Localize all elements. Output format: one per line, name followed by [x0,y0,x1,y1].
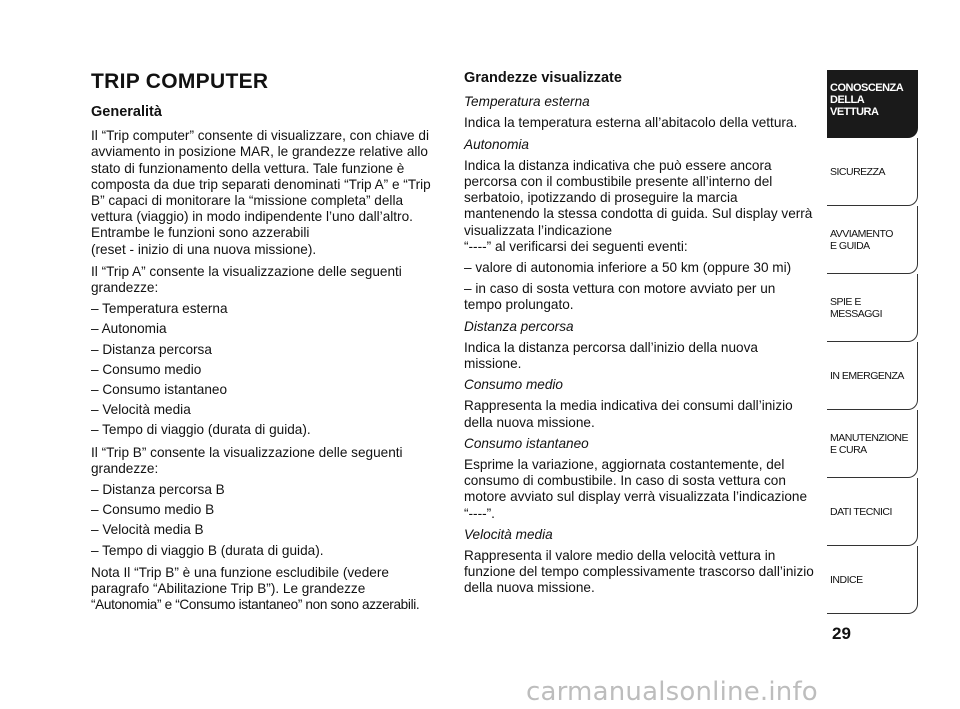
list-item: – Consumo medio [91,361,202,377]
section-subtitle: Generalità [91,104,162,120]
item-text-distanza: Indica la distanza percorsa dall’inizio della nuova missione. [464,339,758,372]
autonomia-event-1: – valore di autonomia inferiore a 50 km (oppure 30 mi) [464,260,792,276]
tab-label: SPIE E MESSAGGI [830,295,883,320]
watermark: carmanualsonline.info [526,677,818,707]
tab-indice[interactable] [827,546,918,614]
autonomia-text: Indica la distanza indicativa che può essere ancora percorsa con il combustibile presente all’interno del serbatoio, ipotizzando di proseguire la marcia mantenendo la stessa condotta di guida. Sul display verrà visualizzata l’indicazione [464,157,813,238]
list-item: – Consumo istantaneo [91,382,228,398]
tab-in-emergenza[interactable] [827,342,918,410]
item-title-distanza: Distanza percorsa [464,318,574,334]
tab-avviamento-e-guida[interactable] [827,206,918,274]
tab-label: DATI TECNICI [830,505,892,518]
note-paragraph [91,565,447,614]
tab-spie-e-messaggi[interactable] [827,274,918,342]
item-title-velocita-media: Velocità media [464,526,553,542]
trip-b-intro: Il “Trip B” consente la visualizzazione delle seguenti grandezze: [91,444,403,476]
list-item: – Tempo di viaggio (durata di guida). [91,422,311,438]
item-title-temperatura: Temperatura esterna [464,94,590,110]
note-text-end: “Autonomia” e “Consumo istantaneo” non sono azzerabili. [91,597,420,613]
tab-label: INDICE [830,573,863,586]
list-item: – Velocità media B [91,522,204,538]
tab-label: IN EMERGENZA [830,369,904,382]
trip-b-list [91,482,447,559]
tab-label: AVVIAMENTO E GUIDA [830,227,893,252]
page-title: TRIP COMPUTER [91,70,269,93]
item-title-autonomia: Autonomia [464,136,529,152]
intro-note: (reset - inizio di una nuova missione). [91,241,317,257]
list-item: – Consumo medio B [91,502,215,518]
list-item: – Temperatura esterna [91,301,228,317]
trip-a-intro: Il “Trip A” consente la visualizzazione delle seguenti grandezze: [91,263,402,296]
left-column [91,70,447,618]
list-item: – Autonomia [91,321,167,337]
autonomia-text-events: “----” al verificarsi dei seguenti eventi: [464,238,688,254]
item-text-autonomia [464,158,816,255]
item-text-consumo-istantaneo: Esprime la variazione, aggiornata costantemente, del consumo di combustibile. In caso di sosta vettura con motore avviato sul display verrà visualizzata l’indicazione “----”. [464,457,808,521]
tab-dati-tecnici[interactable] [827,478,918,546]
list-item: – Tempo di viaggio B (durata di guida). [91,542,324,558]
note-text: Nota Il “Trip B” è una funzione escludibile (vedere paragrafo “Abilitazione Trip B”). Le grandezze [91,564,389,597]
list-item: – Distanza percorsa B [91,482,225,498]
section-heading: Grandezze visualizzate [464,70,622,86]
list-item: – Velocità media [91,402,191,418]
tab-conoscenza-della-vettura[interactable] [827,70,918,138]
trip-a-list [91,301,447,438]
tab-sicurezza[interactable] [827,138,918,206]
item-text-consumo-medio: Rappresenta la media indicativa dei consumi dall’inizio della nuova missione. [464,398,793,430]
page-number: 29 [832,624,851,643]
item-title-consumo-istantaneo: Consumo istantaneo [464,435,589,451]
tab-label: SICUREZZA [830,165,886,178]
tab-label: MANUTENZIONE E CURA [830,431,908,456]
intro-paragraph [91,128,447,258]
item-text-temperatura: Indica la temperatura esterna all’abitacolo della vettura. [464,115,798,131]
list-item: – Distanza percorsa [91,341,212,357]
item-text-velocita-media: Rappresenta il valore medio della velocità vettura in funzione del tempo complessivamente trascorso dall’inizio della nuova missione. [464,548,814,596]
tab-manutenzione-e-cura[interactable] [827,410,918,478]
intro-text: Il “Trip computer” consente di visualizzare, con chiave di avviamento in posizione MAR, le grandezze relative allo stato di funzionamento della vettura. Tale funzione è composta da due trip separati denominati “Trip A” e “Trip B” capaci di monitorare la “missione completa” della vettura (viaggio) in modo indipendente l’uno dall’altro. Entrambe le funzioni sono azzerabili [91,128,431,241]
item-title-consumo-medio: Consumo medio [464,377,563,393]
autonomia-event-2: – in caso di sosta vettura con motore avviato per un tempo prolungato. [464,281,776,313]
tab-label: CONOSCENZA DELLA VETTURA [830,82,904,118]
chapter-tabs [827,70,918,614]
middle-column [464,70,816,602]
